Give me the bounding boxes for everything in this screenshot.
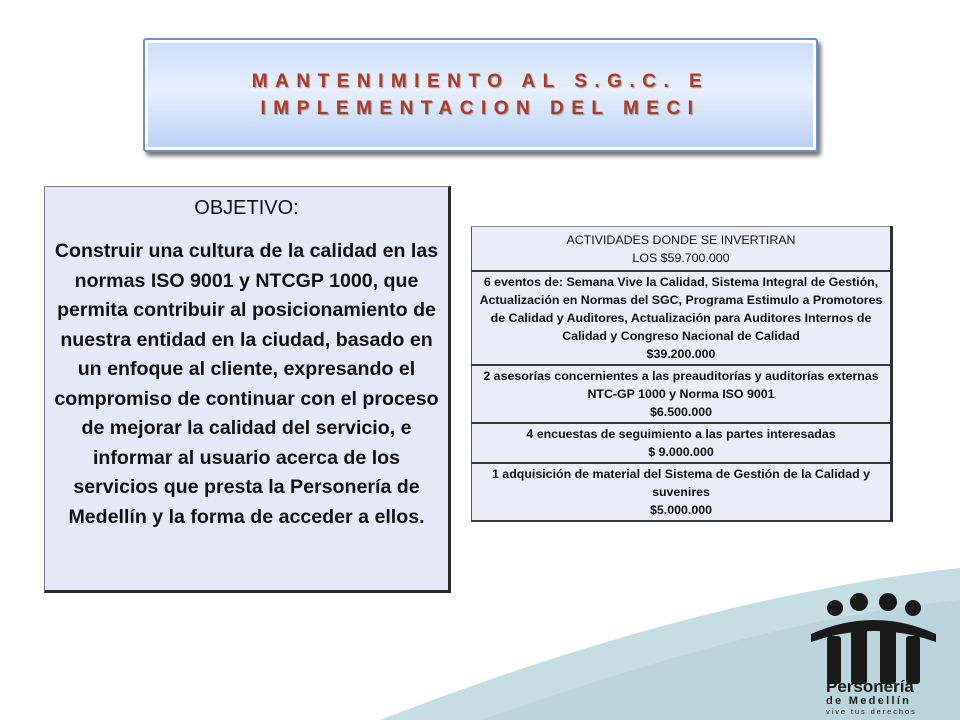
people-icon [811, 593, 936, 684]
title-banner [143, 38, 818, 152]
activity-amount: $6.500.000 [649, 405, 712, 419]
table-row [472, 271, 892, 365]
activity-cell [472, 271, 892, 365]
title-line-2: IMPLEMENTACION DEL MECI [260, 98, 701, 119]
personeria-logo [806, 592, 941, 717]
activities-header-cell [472, 227, 892, 272]
activity-cell [472, 463, 892, 521]
activity-cell [472, 365, 892, 423]
activities-header-total: LOS $59.700.000 [632, 251, 730, 265]
logo-tagline: vive tus derechos [826, 707, 917, 716]
activity-amount: $5.000.000 [649, 503, 712, 517]
activity-description: 6 eventos de: Semana Vive la Calidad, Sistema Integral de Gestión, Actualización en Normas del SGC, Programa Estimulo a Promotores de Calidad y Auditores, Actualización para Auditores Internos de Calidad y Congreso Nacional de Calidad [479, 275, 883, 343]
objective-text: Construir una cultura de la calidad en las normas ISO 9001 y NTCGP 1000, que permita contribuir al posicionamiento de nuestra entidad en la ciudad, basado en un enfoque al cliente, expresando el compromiso de continuar con el proceso de mejorar la calidad del servicio, e informar al usuario acerca de los servicios que presta la Personería de Medellín y la forma de acceder a ellos. [54, 240, 439, 528]
logo-city: de Medellín [826, 695, 912, 707]
activity-amount: $ 9.000.000 [648, 445, 714, 459]
activity-amount: $39.200.000 [646, 347, 716, 361]
activities-table [471, 226, 893, 522]
activity-description: 2 asesorías concernientes a las preauditorías y auditorías externas NTC-GP 1000 y Norma ISO 9001 [483, 369, 879, 401]
activities-header-row [472, 227, 892, 272]
table-row [472, 423, 892, 463]
objective-heading: OBJETIVO: [194, 197, 299, 219]
logo-name: Personería [826, 677, 914, 696]
table-row [472, 365, 892, 423]
objective-box [44, 186, 451, 593]
activities-header-title: ACTIVIDADES DONDE SE INVERTIRAN [566, 233, 796, 247]
activity-cell [472, 423, 892, 463]
activity-description: 1 adquisición de material del Sistema de Gestión de la Calidad y suvenires [491, 467, 871, 499]
title-line-1: MANTENIMIENTO AL S.G.C. E [251, 71, 710, 92]
table-row [472, 463, 892, 521]
activity-description: 4 encuestas de seguimiento a las partes interesadas [526, 427, 836, 441]
